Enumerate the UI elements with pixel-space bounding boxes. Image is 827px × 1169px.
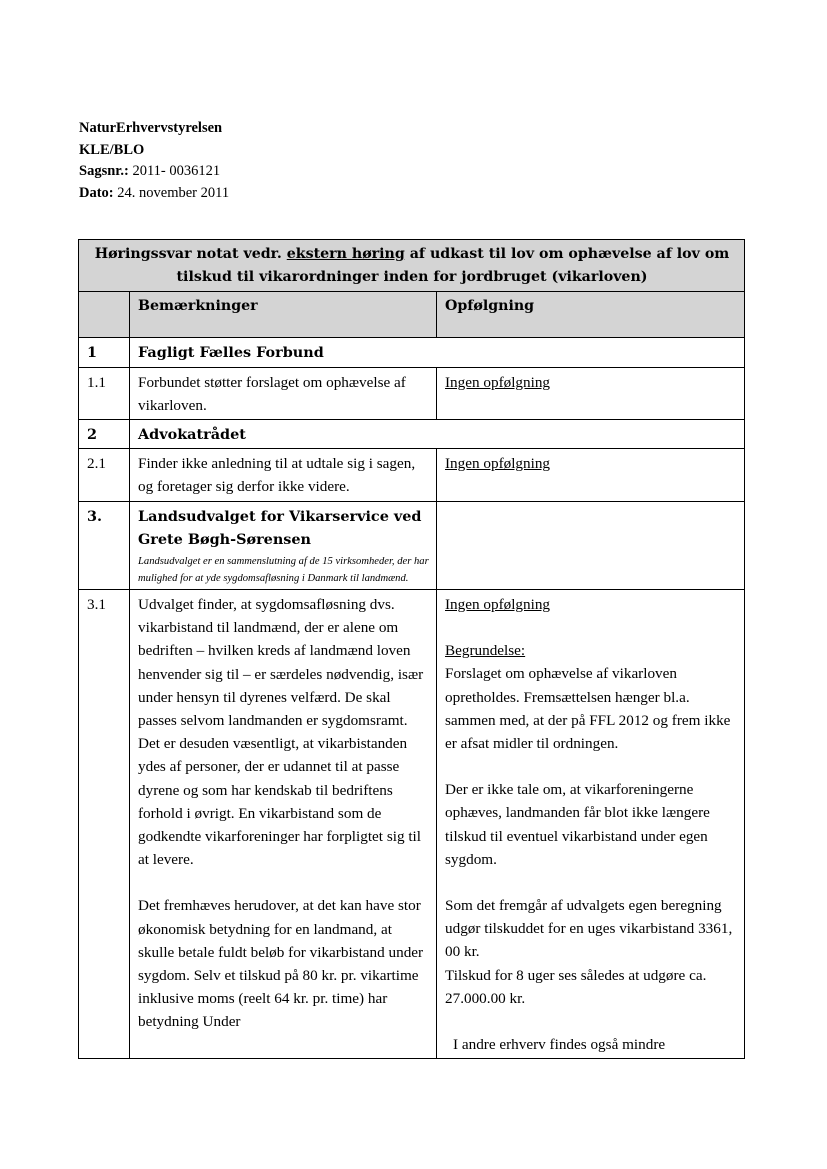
table-row	[79, 449, 745, 501]
remark-text: Forbundet støtter forslaget om ophævelse af vikarloven.	[130, 367, 437, 419]
table-row	[79, 590, 745, 1059]
unit-code: KLE/BLO	[79, 141, 145, 158]
row-number: 3.	[79, 501, 130, 589]
reason-paragraph: Der er ikke tale om, at vikarforeningerne ophæves, landmanden får blot ikke længere tilskud til eventuel vikarbistand under egen sygdom.	[445, 781, 710, 868]
header-followup: Opfølgning	[437, 292, 745, 338]
remark-text	[130, 590, 437, 1059]
respondent-name: Advokatrådet	[130, 420, 745, 449]
respondent-name: Landsudvalget for Vikarservice ved Grete Bøgh-Sørensen	[138, 507, 422, 548]
table-row	[79, 338, 745, 367]
row-number: 3.1	[79, 590, 130, 1059]
org-name: NaturErhvervstyrelsen	[79, 120, 223, 136]
reason-label: Begrundelse:	[445, 642, 526, 660]
followup-text: Ingen opfølgning	[437, 367, 745, 419]
remark-text: Finder ikke anledning til at udtale sig i sagen, og foretager sig derfor ikke videre.	[130, 449, 437, 501]
reason-paragraph: I andre erhverv findes også mindre	[453, 1036, 666, 1054]
remark-paragraph: Udvalget finder, at sygdomsafløsning dvs. vikarbistand til landmænd, der er alene om bedriften – hvilken kreds af landmænd loven henvender sig til – er særdeles nødvendig, især under hensyn til dyrenes velfærd. De skal passes selvom landmanden er sygdomsramt. Det er desuden væsentligt, at vikarbistanden ydes af personer, der er udannet til at passe dyrene og som har kendskab til bedriftens forhold i øvrigt. En vikarbistand som de godkendte vikarforeninger har forpligtet sig til at levere.	[138, 596, 424, 869]
respondent-note: Landsudvalget er en sammenslutning af de 15 virksomheder, der har mulighed for at yde sygdomsafløsning i Danmark til landmænd.	[138, 556, 429, 585]
empty-followup-cell	[437, 501, 745, 589]
followup-status: Ingen opfølgning	[445, 596, 551, 614]
table-title-row	[79, 240, 745, 292]
header-num-cell	[79, 292, 130, 338]
row-number: 1	[79, 338, 130, 367]
table-row	[79, 420, 745, 449]
reason-paragraph: Tilskud for 8 uger ses således at udgøre ca. 27.000.00 kr.	[445, 966, 707, 1007]
followup-text	[437, 590, 745, 1059]
respondent-cell	[130, 501, 437, 589]
reason-paragraph: Som det fremgår af udvalgets egen beregning udgør tilskuddet for en uges vikarbistand 3361, 00 kr.	[445, 897, 733, 961]
consultation-table	[78, 239, 745, 1059]
reason-paragraph: Forslaget om ophævelse af vikarloven opretholdes. Fremsættelsen hænger bl.a. sammen med, at der på FFL 2012 og frem ikke er afsat midler til ordningen.	[445, 665, 731, 753]
respondent-name: Fagligt Fælles Forbund	[130, 338, 745, 367]
row-number: 1.1	[79, 367, 130, 419]
row-number: 2	[79, 420, 130, 449]
table-row	[79, 501, 745, 589]
header-remarks: Bemærkninger	[130, 292, 437, 338]
table-header-row	[79, 292, 745, 338]
followup-text: Ingen opfølgning	[437, 449, 745, 501]
document-meta	[79, 118, 229, 204]
row-number: 2.1	[79, 449, 130, 501]
remark-paragraph: Det fremhæves herudover, at det kan have stor økonomisk betydning for en landmand, at skulle betale fuldt beløb for vikarbistand under sygdom. Selv et tilskud på 80 kr. pr. vikartime inklusive moms (reelt 64 kr. pr. time) har betydning Under	[138, 897, 424, 1031]
table-title: Høringssvar notat vedr. ekstern høring af udkast til lov om ophævelse af lov om tilskud til vikarordninger inden for jordbruget (vikarloven)	[79, 240, 745, 292]
document-date: Dato: 24. november 2011	[79, 184, 230, 201]
case-number: Sagsnr.: 2011- 0036121	[79, 163, 221, 179]
table-row	[79, 367, 745, 419]
